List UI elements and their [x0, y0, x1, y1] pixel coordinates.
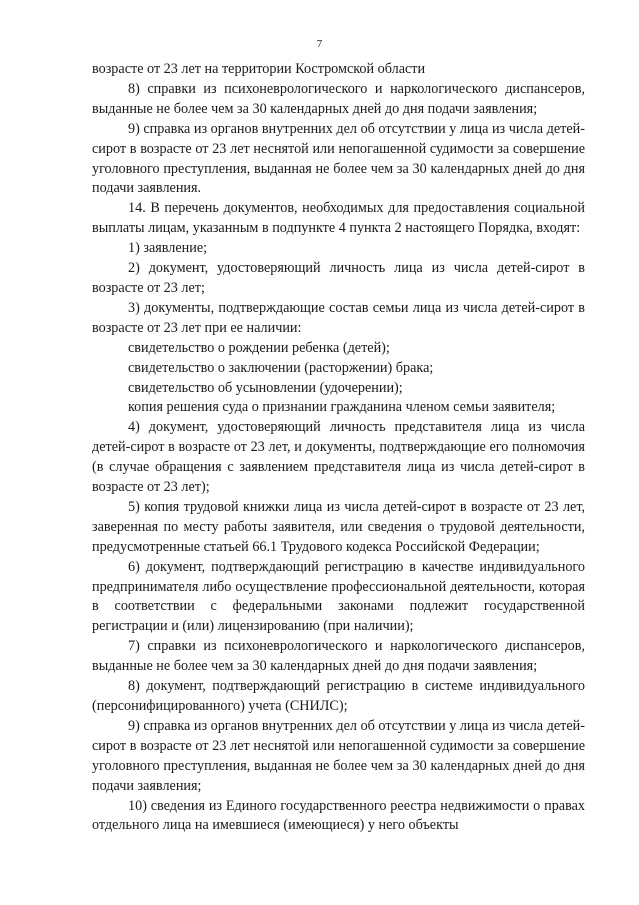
- paragraph: 14. В перечень документов, необходимых для предоставления социальной выплаты лицам, указанным в подпункте 4 пункта 2 настоящего Порядка, входят:: [92, 200, 585, 237]
- list-item: 4) документ, удостоверяющий личность представителя лица из числа детей-сирот в возрасте от 23 лет, и документы, подтверждающие его полномочия (в случае обращения с заявлением представителя лица из числа детей-сирот в возрасте от 23 лет);: [92, 419, 585, 496]
- sub-list-item: копия решения суда о признании гражданина членом семьи заявителя;: [128, 399, 556, 416]
- paragraph: возрасте от 23 лет на территории Костромской области: [92, 61, 426, 77]
- page-number: 7: [316, 38, 323, 50]
- list-item: 7) справки из психоневрологического и наркологического диспансеров, выданные не более чем за 30 календарных дней до дня подачи заявления;: [92, 638, 585, 675]
- list-item: 9) справка из органов внутренних дел об отсутствии у лица из числа детей-сирот в возрасте от 23 лет неснятой или непогашенной судимости за совершение уголовного преступления, выданная не более чем за 30 календарных дней до дня подачи заявления;: [92, 717, 585, 794]
- paragraph: 9) справка из органов внутренних дел об отсутствии у лица из числа детей-сирот в возрасте от 23 лет неснятой или непогашенной судимости за совершение уголовного преступления, выданная не более чем за 30 календарных дней до дня подачи заявления.: [92, 120, 585, 197]
- document-body: [92, 60, 585, 836]
- list-item: 2) документ, удостоверяющий личность лица из числа детей-сирот в возрасте от 23 лет;: [92, 260, 585, 296]
- sub-list-item: свидетельство о заключении (расторжении) брака;: [128, 359, 434, 376]
- sub-list-item: свидетельство о рождении ребенка (детей);: [128, 339, 390, 356]
- paragraph: 8) справки из психоневрологического и наркологического диспансеров, выданные не более чем за 30 календарных дней до дня подачи заявления;: [92, 80, 585, 117]
- list-item: 6) документ, подтверждающий регистрацию в качестве индивидуального предпринимателя либо осуществление профессиональной деятельности, которая в соответствии с федеральными законами подлежит государственной регистрации и (или) лицензированию (при наличии);: [92, 558, 585, 635]
- list-item: 5) копия трудовой книжки лица из числа детей-сирот в возрасте от 23 лет, заверенная по месту работы заявителя, или сведения о трудовой деятельности, предусмотренные статьей 66.1 Трудового кодекса Российской Федерации;: [92, 498, 585, 555]
- sub-list-item: свидетельство об усыновлении (удочерении);: [128, 379, 403, 396]
- list-item: 8) документ, подтверждающий регистрацию в системе индивидуального (персонифицированного) учета (СНИЛС);: [92, 678, 585, 714]
- list-item: 10) сведения из Единого государственного реестра недвижимости о правах отдельного лица на имевшиеся (имеющиеся) у него объекты: [92, 797, 585, 834]
- list-item: 3) документы, подтверждающие состав семьи лица из числа детей-сирот в возрасте от 23 лет при ее наличии:: [92, 299, 585, 336]
- list-item: 1) заявление;: [128, 240, 208, 257]
